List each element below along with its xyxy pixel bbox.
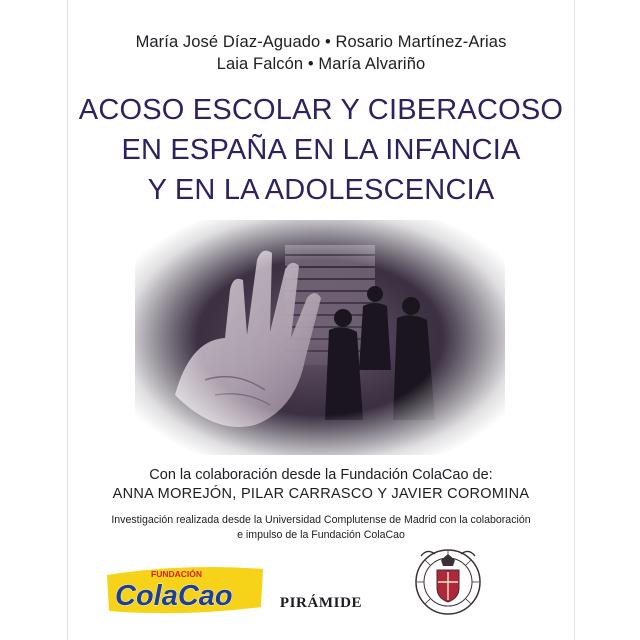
authors-line-1: María José Díaz-Aguado • Rosario Martínez-Arias	[135, 33, 507, 51]
collaboration-line-2: ANNA MOREJÓN, PILAR CARRASCO Y JAVIER COROMINA	[112, 486, 530, 502]
cover-photo	[135, 220, 505, 455]
logo-brand-text: ColaCao	[115, 580, 233, 612]
title-line-1: ACOSO ESCOLAR Y CIBERACOSO	[78, 94, 564, 126]
research-note	[68, 513, 574, 543]
book-cover	[67, 0, 575, 640]
book-title	[68, 90, 574, 210]
colacao-logo	[103, 561, 268, 615]
research-line-2: e impulso de la Fundación ColaCao	[237, 529, 405, 541]
logo-top-text: FUNDACIÓN	[151, 569, 202, 579]
title-line-3: Y EN LA ADOLESCENCIA	[147, 174, 495, 206]
collaboration-line-1: Con la colaboración desde la Fundación ColaCao de:	[149, 467, 493, 483]
authors-line-2: Laia Falcón • María Alvariño	[216, 55, 426, 73]
research-line-1: Investigación realizada desde la Universidad Complutense de Madrid con la colaboración	[111, 514, 531, 526]
university-seal-icon	[413, 544, 483, 616]
title-line-2: EN ESPAÑA EN LA INFANCIA	[121, 134, 521, 166]
publisher-name: PIRÁMIDE	[279, 595, 363, 611]
